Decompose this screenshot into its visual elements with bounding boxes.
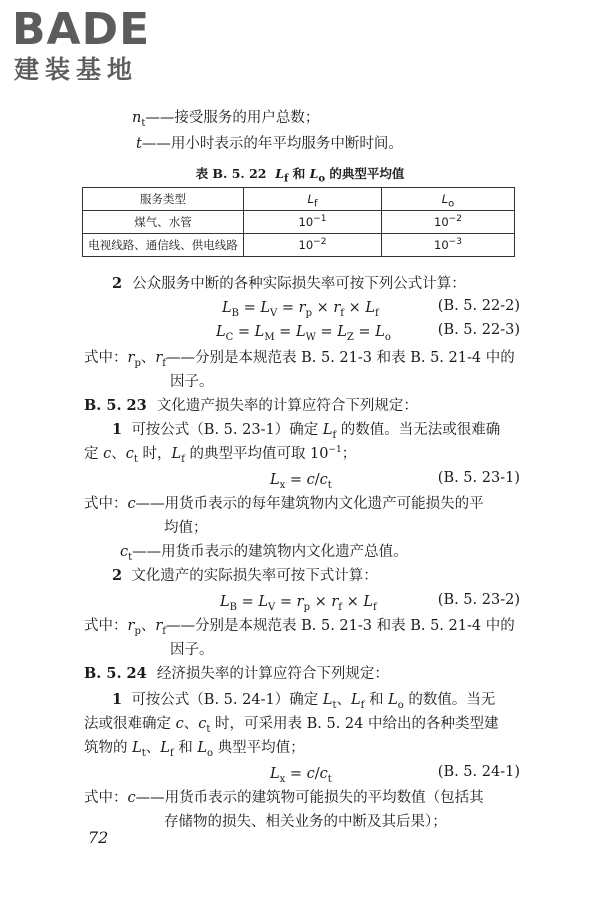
paragraph-b523-1-cont: 定 c、$c_t$ 时，$L_f$ 的典型平均值可取 $10^{-1}$； [84, 445, 357, 465]
cell-lo: $10^{-3}$ [382, 234, 515, 257]
equation-number: (B. 5. 24-1) [437, 764, 520, 780]
section-b523: B. 5. 23 文化遗产损失率的计算应符合下列规定： [84, 397, 418, 414]
cell-service: 煤气、水管 [83, 211, 244, 234]
def-t: t——用小时表示的年平均服务中断时间。 [136, 136, 403, 152]
where-clause-4: 式中：c——用货币表示的建筑物可能损失的平均数值（包括其 [84, 790, 484, 806]
equation-number: (B. 5. 22-3) [437, 322, 520, 338]
where-clause-4-cont: 存储物的损失、相关业务的中断及其后果）； [164, 814, 447, 830]
header-lo: $L_o$ [382, 188, 515, 211]
section-b524: B. 5. 24 经济损失率的计算应符合下列规定： [84, 665, 389, 682]
def-ct: $c_t——$用货币表示的建筑物内文化遗产总值。 [120, 544, 408, 563]
where-clause-3: 式中：$r_p$、$r_f——$分别是本规范表 B. 5. 21-3 和表 B. 5. 21-4 中的 [84, 618, 515, 637]
equation-b5222-2: $L_B = L_V = r_p \times r_f \times L_f$ [222, 300, 379, 319]
cell-lf: $10^{-2}$ [244, 234, 382, 257]
cell-service: 电视线路、通信线、供电线路 [83, 234, 244, 257]
equation-number: (B. 5. 22-2) [437, 298, 520, 314]
where-clause-3-cont: 因子。 [170, 642, 214, 658]
def-nt: $n_t——$接受服务的用户总数； [132, 110, 320, 129]
logo-wordmark: BADE [12, 4, 151, 55]
where-clause-2-cont: 均值； [164, 520, 208, 536]
paragraph-2: 2 公众服务中断的各种实际损失率可按下列公式计算： [112, 275, 466, 292]
equation-b5232: $L_B = L_V = r_p \times r_f \times L_f$ [220, 594, 377, 613]
where-clause-2: 式中：c——用货币表示的每年建筑物内文化遗产可能损失的平 [84, 496, 484, 512]
equation-b5241: $L_x = c/c_t$ [270, 766, 332, 785]
header-service: 服务类型 [83, 188, 244, 211]
paragraph-b524-1-cont: 法或很难确定 c、$c_t$ 时，可采用表 B. 5. 24 中给出的各种类型建 [84, 716, 499, 735]
equation-number: (B. 5. 23-2) [437, 592, 520, 608]
table-header-row [83, 188, 515, 211]
page-number: 72 [88, 828, 109, 847]
equation-b5231: $L_x = c/c_t$ [270, 472, 332, 491]
paragraph-b524-1-cont2: 筑物的 $L_t$、$L_f$ 和 $L_o$ 典型平均值； [84, 740, 305, 759]
paragraph-b524-1: 1 可按公式（B. 5. 24-1）确定 $L_t$、$L_f$ 和 $L_o$ 的数值。当无 [112, 691, 496, 711]
paragraph-b523-2: 2 文化遗产的实际损失率可按下式计算： [112, 567, 378, 584]
paragraph-b523-1: 1 可按公式（B. 5. 23-1）确定 $L_f$ 的数值。当无法或很难确 [112, 421, 501, 441]
equation-number: (B. 5. 23-1) [437, 470, 520, 486]
table-row [83, 211, 515, 234]
where-clause-1: 式中：$r_p$、$r_f——$分别是本规范表 B. 5. 21-3 和表 B. 5. 21-4 中的 [84, 350, 515, 369]
where-clause-1-cont: 因子。 [170, 374, 214, 390]
header-lf: $L_f$ [244, 188, 382, 211]
table-row [83, 234, 515, 257]
logo [12, 6, 182, 86]
typical-values-table [82, 187, 515, 257]
cell-lo: $10^{-2}$ [382, 211, 515, 234]
table-caption: 表 B. 5. 22 $L_f$ 和 $L_o$ 的典型平均值 [195, 166, 405, 185]
logo-subtitle: 建装基地 [14, 55, 139, 84]
equation-b5222-3: $L_C = L_M = L_W = L_Z = L_o$ [216, 324, 391, 343]
cell-lf: $10^{-1}$ [244, 211, 382, 234]
